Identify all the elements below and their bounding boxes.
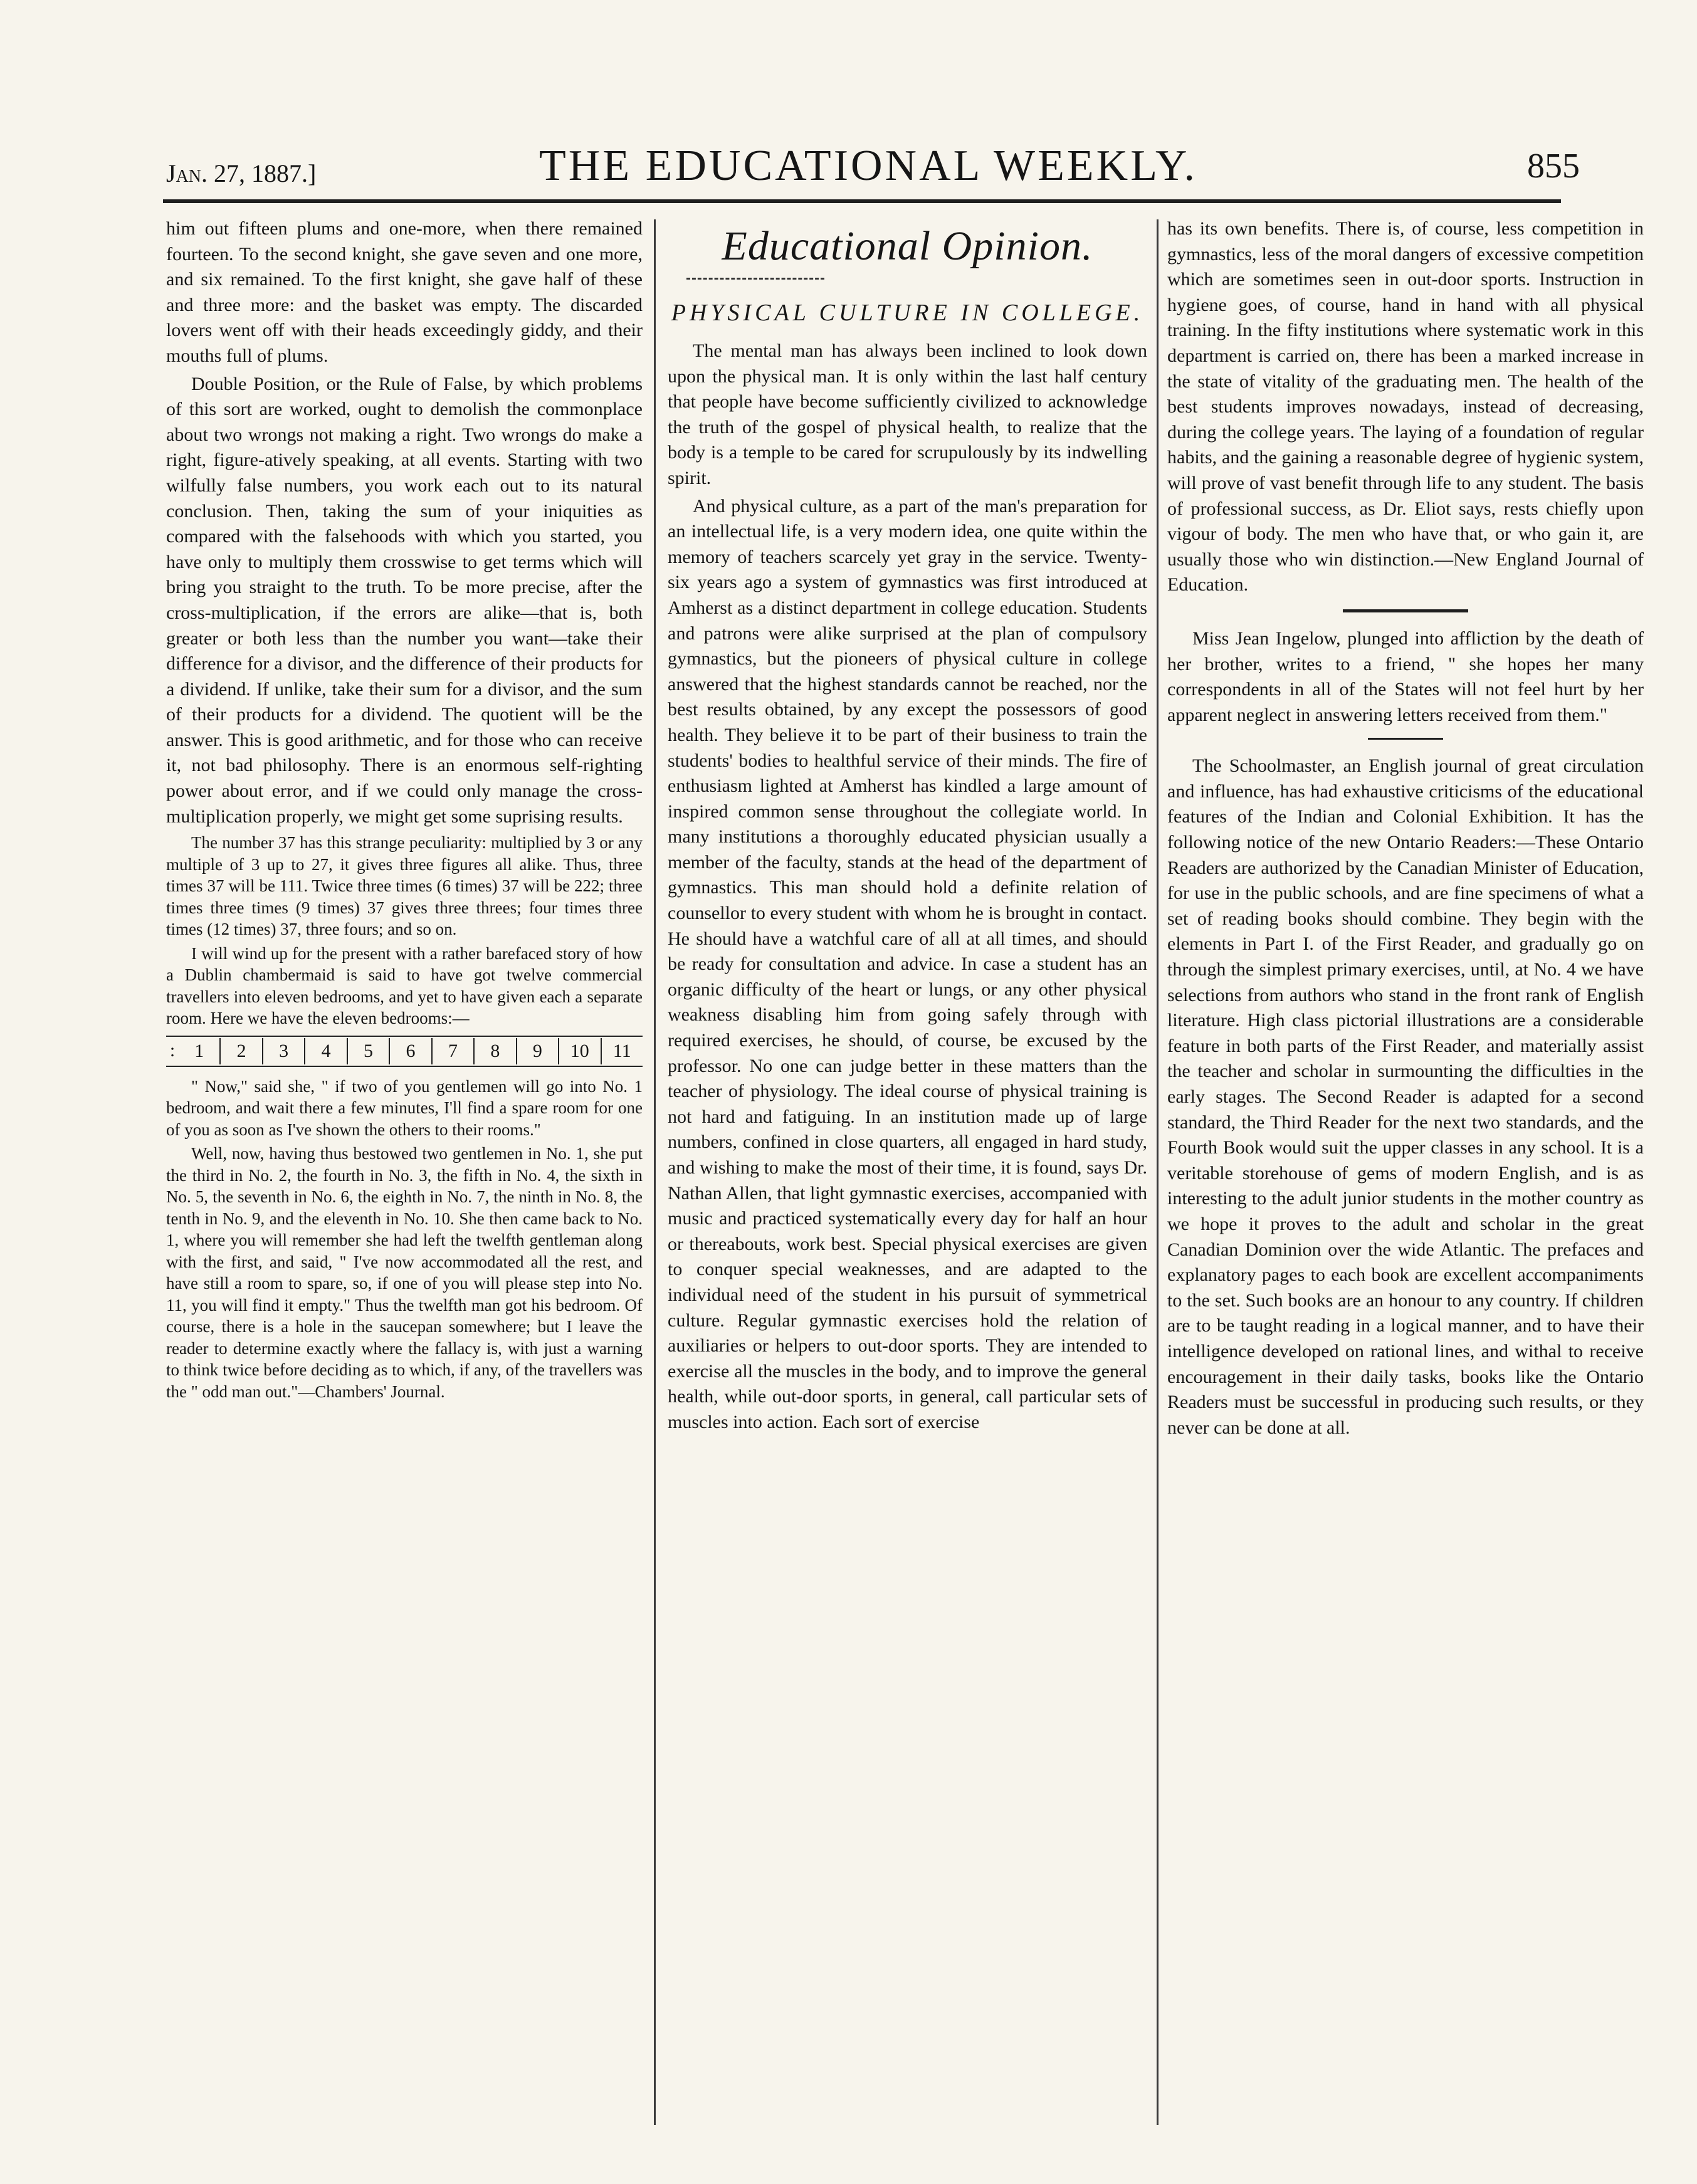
article-title: PHYSICAL CULTURE IN COLLEGE.	[671, 300, 1144, 326]
bedroom-cell: 3	[263, 1038, 305, 1064]
ornament-rule	[686, 278, 824, 280]
page-header	[144, 141, 1592, 191]
bedroom-cell: 9	[517, 1038, 559, 1064]
bedroom-cell: 2	[221, 1038, 263, 1064]
paragraph: " Now," said she, " if two of you gentlemen will go into No. 1 bedroom, and wait there a few minutes, I'll find a spare room for one of you as soon as I've shown the others to their rooms."	[166, 1076, 643, 1139]
paragraph: And physical culture, as a part of the man's preparation for an intellectual life, is a very modern idea, one quite within the memory of teachers scarcely yet gray in the service. Twenty-six years ago a system of gymnastics was first introduced at Amherst as a distinct department in college education. Students and patrons were alike surprised at the plan of compulsory gymnastics, but the pioneers of physical culture in college answered that the highest standards cannot be reached, nor the best results obtained, by any except the possessors of good health. They believe it to be part of their business to train the students' bodies to healthful service of their minds. The fire of enthusiasm lighted at Amherst has kindled a large amount of inspired common sense throughout the collegiate world. In many institutions a thoroughly educated physician usually a member of the faculty, stands at the head of the department of gymnastics. This man should hold a definite relation of counsellor to every student with whom he is brought in contact. He should have a watchful care of all at all times, and should be ready for consultation and advice. In case a student has an organic difficulty of the heart or lungs, or any other physical weakness disabling him from going safely through with required exercises, he should, of course, be excused by the professor. No one can judge better in these matters than the teacher of physiology. The ideal course of physical training is not hard and fatiguing. In an institution made up of large numbers, confined in close quarters, all engaged in hard study, and wishing to make the most of their time, it is found, says Dr. Nathan Allen, that light gymnastic exercises, accompanied with music and practiced systematically every day for half an hour or thereabouts, work best. Special physical exercises are given to conquer special weaknesses, and are adapted to the individual need of the student in his pursuit of symmetrical culture. Regular gymnastic exercises hold the relation of auxiliaries or helpers to out-door sports. They are intended to exercise all the muscles in the body, and to improve the general health, while out-door sports, in general, call particular sets of muscles into action. Each sort of exercise	[668, 495, 1147, 1432]
journal-title: THE EDUCATIONAL WEEKLY.	[539, 142, 1197, 190]
bedroom-cell: 11	[612, 1040, 631, 1061]
paragraph: I will wind up for the present with a rather barefaced story of how a Dublin chambermaid is said to have got twelve commercial travellers into eleven bedrooms, and yet to have given each a separate room. Here we have the eleven bedrooms:—	[166, 943, 643, 1028]
paragraph: him out fifteen plums and one-more, when there remained fourteen. To the second knight, she gave seven and one more, and six remained. To the first knight, she gave half of these and three more: and the basket was empty. The discarded lovers went off with their heads exceedingly giddy, and their mouths full of plums.	[166, 218, 643, 366]
section-title: Educational Opinion.	[722, 223, 1093, 269]
page-number: 855	[1527, 147, 1580, 186]
bedroom-cell: 4	[305, 1038, 347, 1064]
issue-date: Jan. 27, 1887.]	[166, 159, 317, 187]
paragraph: The Schoolmaster, an English journal of great circulation and influence, has had exhaustive criticisms of the educational features of the Indian and Colonial Exhibition. It has the following notice of the new Ontario Readers:—These Ontario Readers are authorized by the Canadian Minister of Education, for use in the public schools, and are fine specimens of what a set of reading books should combine. They begin with the elements in Part I. of the First Reader, and gradually go on through the simplest primary exercises, until, at No. 4 we have selections from authors who stand in the front rank of English literature. High class pictorial illustrations are a considerable feature in both parts of the First Reader, and materially assist the teacher and scholar in surmounting the difficulties in the early stages. The Second Reader is adapted for a second standard, the Third Reader for the next two standards, and the Fourth Book would suit the upper classes in any school. It is a veritable storehouse of gems of modern English, and is as interesting to the adult junior students in the mother country as we hope it proves to the adult and scholar in the great Canadian Dominion over the wide Atlantic. The prefaces and explanatory pages to each book are excellent accompaniments to the set. Such books are an honour to any country. If children are to be taught reading in a logical manner, and to have their intelligence developed on rational lines, and withal to receive encouragement in their daily tasks, books like the Ontario Readers must be successful in producing such results, or they never can be done at all.	[1167, 755, 1644, 1438]
bedroom-cell: 7	[433, 1038, 475, 1064]
column-3	[1167, 216, 1644, 2125]
column-1	[166, 216, 643, 2125]
column-divider	[654, 219, 656, 2125]
separator-rule	[1343, 609, 1468, 612]
bedroom-cell: 5	[348, 1038, 390, 1064]
bedroom-cell: 8	[475, 1038, 517, 1064]
bedroom-cell: 6	[390, 1038, 432, 1064]
paragraph: The mental man has always been inclined to look down upon the physical man. It is only within the last half century that people have become sufficiently civilized to acknowledge the truth of the gospel of physical health, to realize that the body is a temple to be cared for scrupulously by its indwelling spirit.	[668, 340, 1147, 488]
column-2	[668, 216, 1147, 2125]
paragraph: Well, now, having thus bestowed two gentlemen in No. 1, she put the third in No. 2, the fourth in No. 3, the fifth in No. 4, the sixth in No. 5, the seventh in No. 6, the eighth in No. 7, the ninth in No. 8, the tenth in No. 9, and the eleventh in No. 10. She then came back to No. 1, where you will remember she had left the twelfth gentleman along with the first, and said, " I've now accommodated all the rest, and have still a room to spare, so, if one of you will please step into No. 11, you will find it empty." Thus the twelfth man got his bedroom. Of course, there is a hole in the saucepan somewhere; but I leave the reader to determine exactly where the fallacy is, with just a warning to think twice before deciding as to which, if any, of the travellers was the " odd man out."—Chambers' Journal.	[166, 1144, 643, 1401]
column-divider	[1157, 219, 1158, 2125]
paragraph: has its own benefits. There is, of course, less competition in gymnastics, less of the moral dangers of excessive competition which are sometimes seen in out-door sports. Instruction in hygiene goes, of course, hand in hand with all physical training. In the fifty institutions where systematic work in this department is carried on, there has been a marked increase in the state of vitality of the graduating men. The health of the best students improves nowadays, instead of decreasing, during the college years. The laying of a foundation of regular habits, and the gaining a reasonable degree of hygienic system, will prove of vast benefit through life to any student. The basis of professional success, as Dr. Eliot says, rests chiefly upon vigour of body. The men who have that, or who gain it, are usually those who win distinction.—New England Journal of Education.	[1167, 218, 1644, 596]
separator-rule	[1368, 738, 1443, 740]
bedroom-cell: 10	[559, 1038, 601, 1064]
paragraph: Double Position, or the Rule of False, by which problems of this sort are worked, ought to demolish the commonplace about two wrongs not making a right. Two wrongs do make a right, figure-atively speaking, at all events. Starting with two wilfully false numbers, you work each out to its natural conclusion. Then, taking the sum of your iniquities as compared with the falsehoods with which you started, you have only to multiply them crosswise to get terms which will bring you straight to the truth. To be more precise, after the cross-multiplication, if the errors are alike—that is, both greater or both less than the number you want—take their difference for a divisor, and the difference of their products for a dividend. If unlike, take their sum for a divisor, and the sum of their products for a dividend. The quotient will be the answer. This is good arithmetic, and for those who can receive it, not bad philosophy. There is an enormous self-righting power about error, and if we could only manage the cross-multiplication properly, we might get some suprising results.	[166, 373, 643, 827]
paragraph: Miss Jean Ingelow, plunged into affliction by the death of her brother, writes to a friend, " she hopes her many correspondents in all of the States will not feel hurt by her apparent neglect in answering letters received from them."	[1167, 627, 1644, 725]
bedroom-cell: 1	[179, 1038, 221, 1064]
paragraph: The number 37 has this strange peculiarity: multiplied by 3 or any multiple of 3 up to 27, it gives three figures all alike. Thus, three times 37 will be 111. Twice three times (6 times) 37 will be 222; three times three times (9 times) 37 gives three threes; four times three times (12 times) 37, three fours; and so on.	[166, 833, 643, 939]
header-rule	[163, 199, 1561, 203]
bedrooms-diagram: : 1 2 3 4 5 6 7 8 9 10 11	[166, 1036, 643, 1067]
